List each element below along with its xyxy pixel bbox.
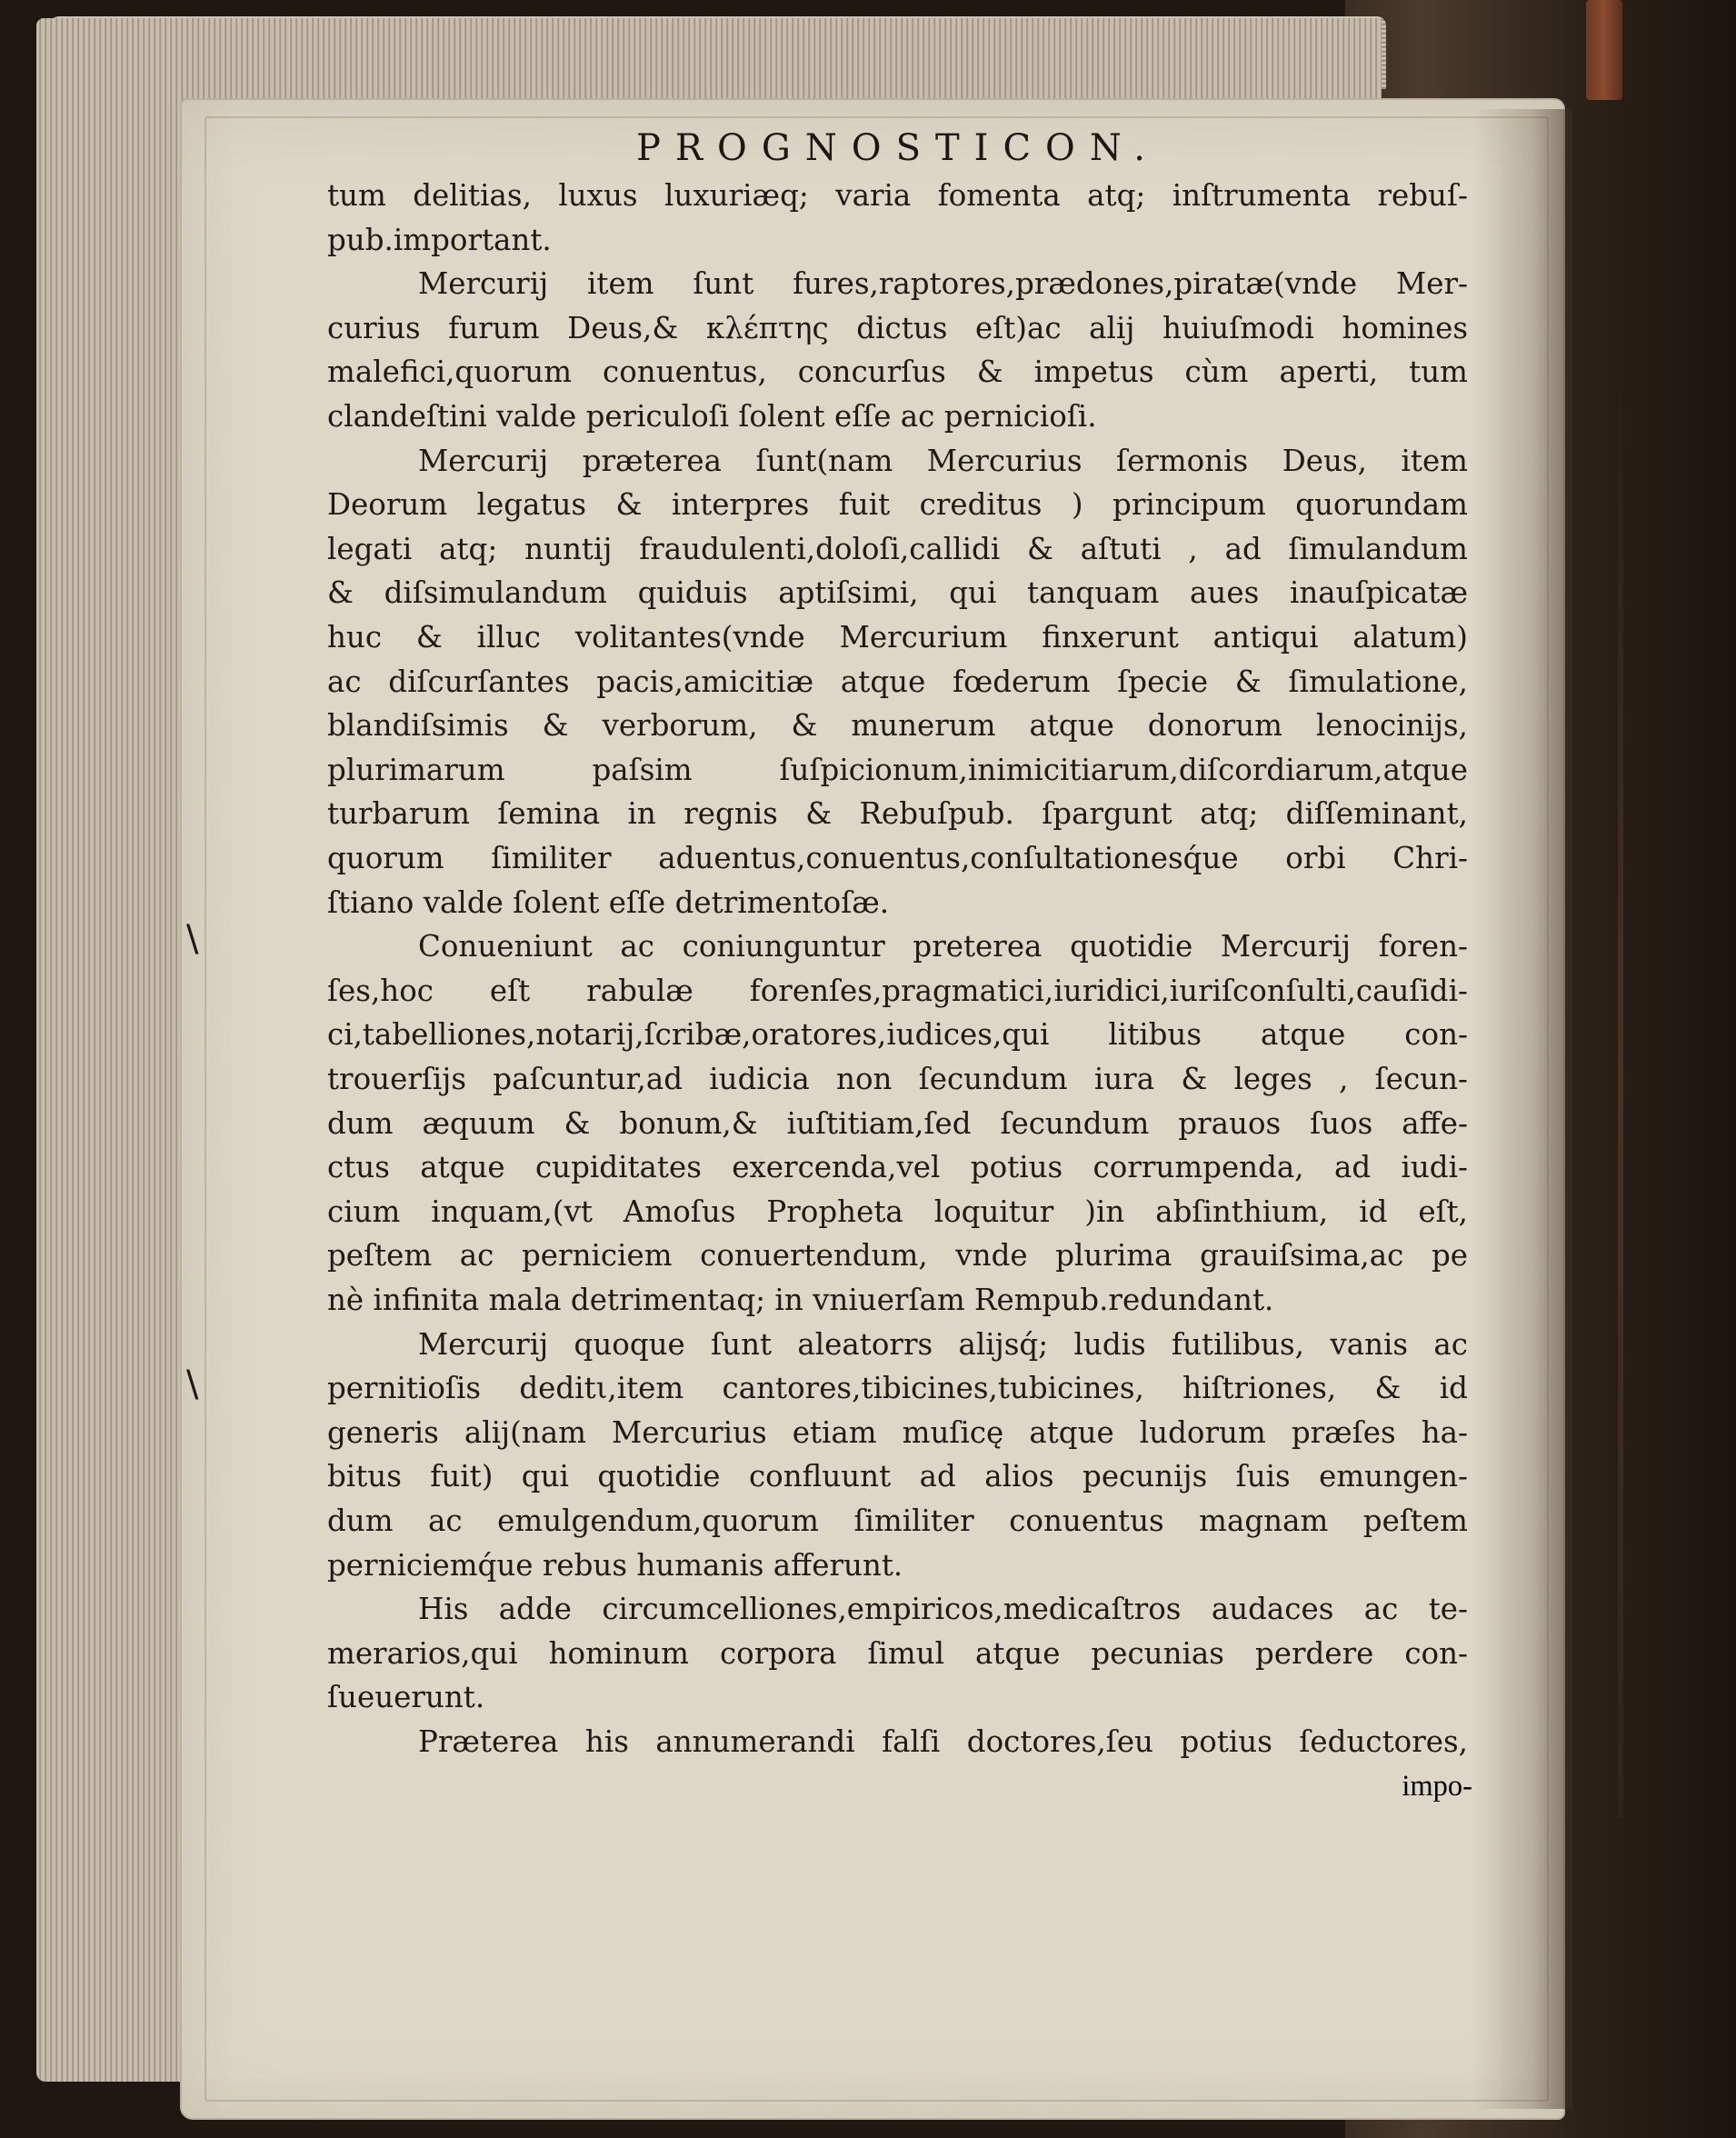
text-line: plurimarum paſsim ſuſpicionum,inimicitiarum,diſcordiarum,atque — [327, 752, 1468, 787]
text-line: ſtiano valde ſolent eſſe detrimentoſæ. — [327, 884, 890, 920]
text-line: perniciemq́ue rebus humanis afferunt. — [327, 1547, 903, 1583]
text-line: legati atq; nuntij fraudulenti,doloſi,callidi & aſtuti , ad ſimulandum — [327, 531, 1468, 566]
text-line: blandiſsimis & verborum, & munerum atque donorum lenocinijs, — [327, 708, 1468, 744]
margin-mark: \ — [186, 918, 199, 960]
text-line: cium inquam,(vt Amoſus Propheta loquitur )in abſinthium, id eſt, — [327, 1194, 1468, 1229]
catchword: impo- — [1402, 1770, 1472, 1803]
text-line: dum æquum & bonum,& iuſtitiam,ſed ſecundum prauos ſuos affe- — [327, 1105, 1468, 1141]
text-line: Conueniunt ac coniunguntur preterea quotidie Mercurij foren- — [418, 929, 1468, 964]
text-line: pernitioſis deditι,item cantores,tibicines,tubicines, hiſtriones, & id — [327, 1371, 1468, 1406]
text-line: merarios,qui hominum corpora ſimul atque pecunias perdere con- — [327, 1635, 1468, 1671]
text-line: ctus atque cupiditates exercenda,vel potius corrumpenda, ad iudi- — [327, 1150, 1468, 1185]
text-line: huc & illuc volitantes(vnde Mercurium finxerunt antiqui alatum) — [327, 620, 1468, 654]
text-line: bitus fuit) qui quotidie confluunt ad alios pecunijs ſuis emungen- — [327, 1459, 1468, 1494]
text-line: malefici,quorum conuentus, concurſus & impetus cùm aperti, tum — [327, 355, 1468, 390]
text-line: curius furum Deus,& κλέπτης dictus eſt)ac alij huiuſmodi homines — [327, 310, 1468, 345]
binding-cord — [1586, 0, 1622, 100]
text-line: ſes,hoc eſt rabulæ forenſes,pragmatici,iuridici,iuriſconſulti,cauſidi- — [327, 973, 1468, 1008]
text-line: ci,tabelliones,notarij,ſcribæ,oratores,iudices,qui litibus atque con- — [327, 1017, 1468, 1053]
margin-mark: \ — [186, 1364, 199, 1405]
text-line: Mercurij item ſunt fures,raptores,prædones,piratæ(vnde Mer- — [418, 266, 1468, 302]
text-line: ac diſcurſantes pacis,amicitiæ atque fœderum ſpecie & ſimulatione, — [327, 664, 1468, 699]
text-line: His adde circumcelliones,empiricos,medicaſtros audaces ac te- — [418, 1592, 1468, 1627]
text-line: nè infinita mala detrimentaq; in vniuerſam Rempub.redundant. — [327, 1283, 1274, 1317]
text-line: clandeſtini valde periculoſi ſolent eſſe ac pernicioſi. — [327, 399, 1097, 434]
text-line: Mercurij præterea ſunt(nam Mercurius ſermonis Deus, item — [418, 443, 1468, 478]
text-line: Deorum legatus & interpres fuit creditus ) principum quorundam — [327, 487, 1468, 523]
text-line: turbarum ſemina in regnis & Rebuſpub. ſpargunt atq; diſſeminant, — [327, 796, 1468, 832]
text-line: Mercurij quoque ſunt aleatorrs alijsq́; ludis futilibus, vanis ac — [418, 1326, 1468, 1362]
running-head: PROGNOSTICON. — [636, 127, 1161, 169]
text-line: tum delitias, luxus luxuriæq; varia fomenta atq; inſtrumenta rebuſ- — [327, 178, 1468, 213]
text-line: ſueuerunt. — [327, 1680, 485, 1715]
text-line: & diſsimulandum quiduis aptiſsimi, qui tanquam aues inauſpicatæ — [327, 575, 1468, 611]
text-line: peſtem ac perniciem conuertendum, vnde plurima grauiſsima,ac pe — [327, 1238, 1468, 1274]
text-line: quorum ſimiliter aduentus,conuentus,conſultationesq́ue orbi Chri- — [327, 841, 1468, 875]
text-line: Præterea his annumerandi falſi doctores,ſeu potius ſeductores, — [418, 1724, 1468, 1759]
text-line: generis alij(nam Mercurius etiam muſicę atque ludorum præſes ha- — [327, 1414, 1468, 1450]
text-line: dum ac emulgendum,quorum ſimiliter conuentus magnam peſtem — [327, 1504, 1468, 1538]
text-line: pub.important. — [327, 222, 552, 257]
text-line: trouerſijs paſcuntur,ad iudicia non ſecundum iura & leges , ſecun- — [327, 1062, 1468, 1096]
